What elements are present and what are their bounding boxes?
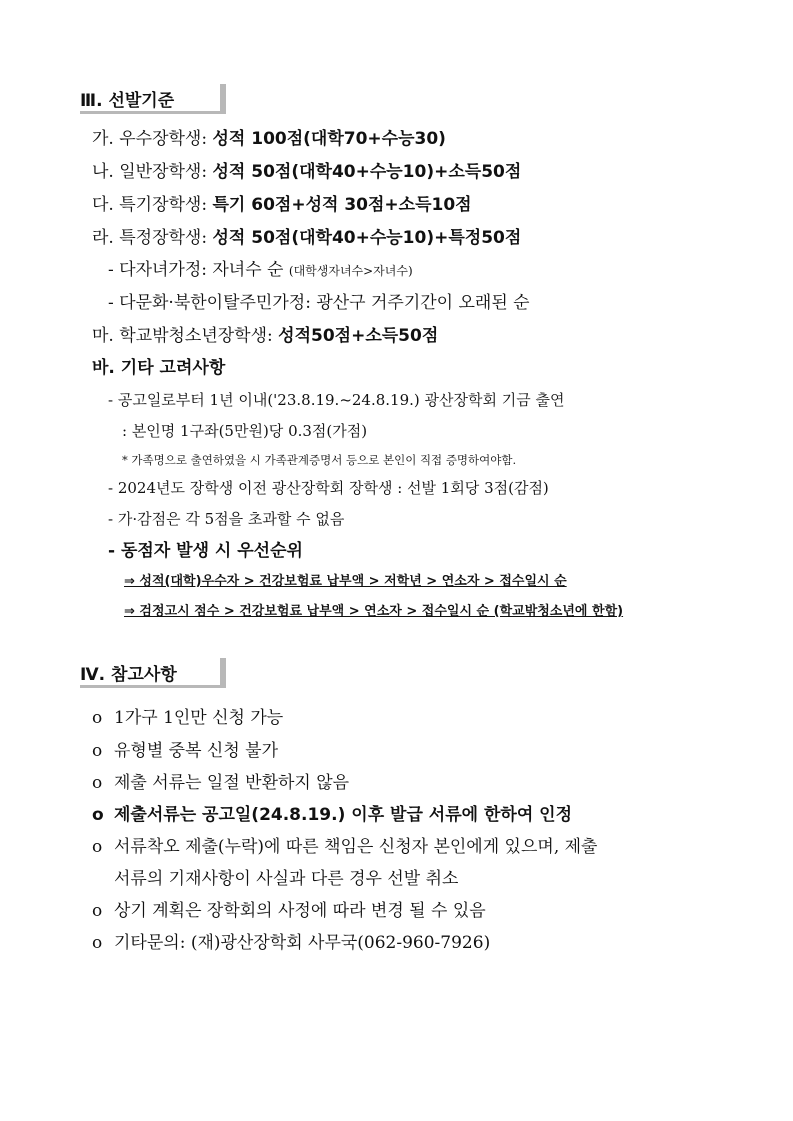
bullet-icon: o [92,805,104,825]
criteria-label: 다. 특기장학생: [92,195,213,215]
note-text: 유형별 중복 신청 불가 [114,741,279,761]
heading-underline [80,685,220,688]
heading-bar [220,84,226,114]
criteria-label: 가. 우수장학생: [92,129,213,149]
criteria-item-na [92,161,521,183]
criteria-item-ba: 바. 기타 고려사항 [92,358,226,378]
tie-rule-1: ⇒ 성적(대학)우수자 > 건강보험료 납부액 > 저학년 > 연소자 > 접수일시 순 [124,574,567,589]
note-item-3 [92,772,349,794]
note-text: 서류착오 제출(누락)에 따른 책임은 신청자 본인에게 있으며, 제출 [114,837,598,857]
extra-line-1: - 공고일로부터 1년 이내('23.8.19.~24.8.19.) 광산장학회 기금 출연 [108,391,565,409]
bullet-icon: o [92,837,103,857]
note-text: 1가구 1인만 신청 가능 [114,708,284,728]
sub-multicultural: - 다문화·북한이탈주민가정: 광산구 거주기간이 오래된 순 [108,293,530,313]
criteria-value: 성적 50점(대학40+수능10)+소득50점 [212,162,522,182]
criteria-item-da [92,194,472,216]
note-text: 기타문의: (재)광산장학회 사무국(062-960-7926) [114,933,491,953]
note-item-1 [92,707,283,729]
bullet-icon: o [92,773,103,793]
note-text: 상기 계획은 장학회의 사정에 따라 변경 될 수 있음 [114,901,486,921]
note-item-5-cont: 서류의 기재사항이 사실과 다른 경우 선발 취소 [114,869,459,889]
section-3-heading [80,84,228,118]
heading-bar [220,658,226,688]
bullet-icon: o [92,708,103,728]
criteria-label: 나. 일반장학생: [92,162,213,182]
note-item-6 [92,900,486,922]
section-4-title: Ⅳ. 참고사항 [80,665,177,685]
note-item-7 [92,932,490,954]
criteria-item-ma [92,325,438,347]
bullet-icon: o [92,741,103,761]
criteria-value: 특기 60점+성적 30점+소득10점 [212,195,472,215]
heading-underline [80,111,220,114]
extra-line-4: - 가·감점은 각 5점을 초과할 수 없음 [108,510,345,528]
sub-text: - 다자녀가정: 자녀수 순 [108,260,289,280]
note-text: 제출서류는 공고일(24.8.19.) 이후 발급 서류에 한하여 인정 [114,805,573,825]
tie-rule-2: ⇒ 검정고시 점수 > 건강보험료 납부액 > 연소자 > 접수일시 순 (학교밖청소년에 한함) [124,604,624,619]
criteria-item-ga [92,128,446,150]
bullet-icon: o [92,901,103,921]
criteria-value: 성적 50점(대학40+수능10)+특정50점 [212,228,522,248]
section-3-title: Ⅲ. 선발기준 [80,91,175,111]
note-item-4 [92,804,572,826]
sub-multi-child [108,259,413,282]
criteria-item-ra [92,227,521,249]
tie-title: - 동점자 발생 시 우선순위 [108,541,303,561]
bullet-icon: o [92,933,103,953]
extra-footnote: * 가족명으로 출연하였을 시 가족관계증명서 등으로 본인이 직접 증명하여야함. [122,453,517,467]
note-text: 제출 서류는 일절 반환하지 않음 [114,773,350,793]
note-item-5 [92,836,597,858]
criteria-label: 라. 특정장학생: [92,228,213,248]
criteria-value: 성적50점+소득50점 [278,326,439,346]
note-item-2 [92,740,278,762]
criteria-label: 마. 학교밖청소년장학생: [92,326,279,346]
criteria-value: 성적 100점(대학70+수능30) [212,129,446,149]
section-4-heading [80,658,228,692]
extra-line-3: - 2024년도 장학생 이전 광산장학회 장학생 : 선발 1회당 3점(감점) [108,479,549,497]
sub-note: (대학생자녀수>자녀수) [288,264,413,278]
extra-line-2: : 본인명 1구좌(5만원)당 0.3점(가점) [122,422,368,440]
